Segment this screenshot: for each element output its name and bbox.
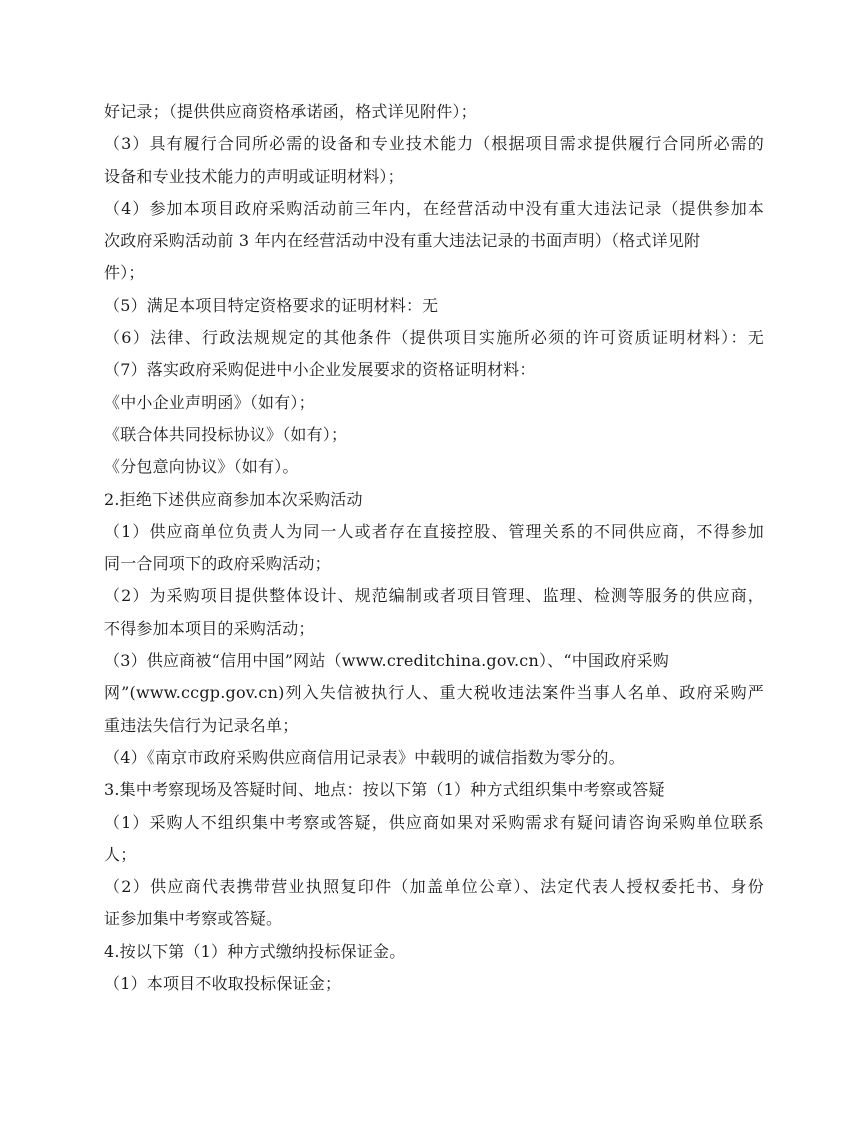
text-line: 《分包意向协议》（如有）。 xyxy=(104,457,299,477)
section-heading: 2.拒绝下述供应商参加本次采购活动 xyxy=(104,489,363,509)
text-line: 证参加集中考察或答疑。 xyxy=(104,909,283,929)
text-line: （3）供应商被“信用中国”网站（www.creditchina.gov.cn）、“中国政府采购 xyxy=(104,651,669,671)
text-line: （2）供应商代表携带营业执照复印件（加盖单位公章）、法定代表人授权委托书、身份 xyxy=(104,877,764,897)
text-line: 不得参加本项目的采购活动； xyxy=(104,618,315,638)
text-line: （6）法律、行政法规规定的其他条件（提供项目实施所必须的许可资质证明材料）：无 xyxy=(104,328,764,348)
text-line: （7）落实政府采购促进中小企业发展要求的资格证明材料： xyxy=(104,360,536,380)
text-line: 《联合体共同投标协议》（如有）； xyxy=(104,424,348,444)
text-line: （5）满足本项目特定资格要求的证明材料：无 xyxy=(104,295,439,315)
text-line: 《中小企业声明函》（如有）； xyxy=(104,392,315,412)
text-line: （1）本项目不收取投标保证金； xyxy=(104,974,342,994)
text-line: （1）采购人不组织集中考察或答疑，供应商如果对采购需求有疑问请咨询采购单位联系 xyxy=(104,812,764,832)
text-line: （2）为采购项目提供整体设计、规范编制或者项目管理、监理、检测等服务的供应商， xyxy=(104,586,764,606)
text-line: 人； xyxy=(104,844,137,864)
text-line: （4）《南京市政府采购供应商信用记录表》中载明的诚信指数为零分的。 xyxy=(104,747,625,767)
text-line: 同一合同项下的政府采购活动； xyxy=(104,554,331,574)
text-line: （1）供应商单位负责人为同一人或者存在直接控股、管理关系的不同供应商，不得参加 xyxy=(104,521,764,541)
section-heading: 3.集中考察现场及答疑时间、地点：按以下第（1）种方式组织集中考察或答疑 xyxy=(104,780,665,800)
document-body xyxy=(104,96,764,1000)
text-line: 重违法失信行为记录名单； xyxy=(104,715,299,735)
text-line: 网”(www.ccgp.gov.cn)列入失信被执行人、重大税收违法案件当事人名单、政府采购严 xyxy=(104,683,764,703)
section-heading: 4.按以下第（1）种方式缴纳投标保证金。 xyxy=(104,941,406,961)
text-line: 好记录；（提供供应商资格承诺函，格式详见附件）； xyxy=(104,102,477,121)
text-line: （4）参加本项目政府采购活动前三年内，在经营活动中没有重大违法记录（提供参加本 xyxy=(104,198,764,218)
text-line: 次政府采购活动前 3 年内在经营活动中没有重大违法记录的书面声明）（格式详见附 xyxy=(104,231,701,251)
text-line: 件）； xyxy=(104,263,145,283)
text-line: 设备和专业技术能力的声明或证明材料）； xyxy=(104,166,404,186)
text-line: （3）具有履行合同所必需的设备和专业技术能力（根据项目需求提供履行合同所必需的 xyxy=(104,134,764,154)
